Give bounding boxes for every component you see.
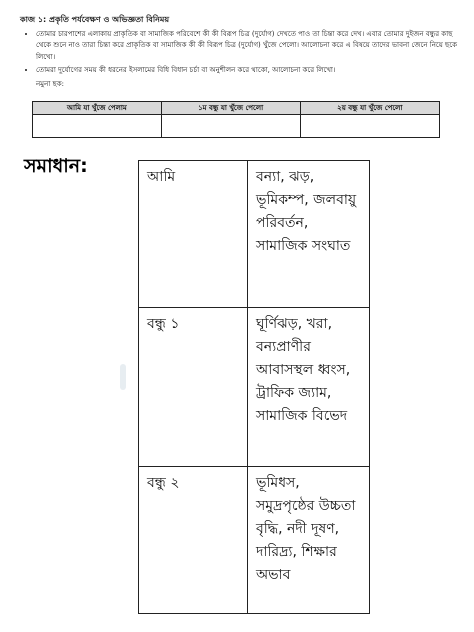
task-section xyxy=(20,14,460,90)
sample-header-me: আমি যা খুঁজে পেলাম xyxy=(33,102,162,115)
sample-table-label: নমুনা ছক: xyxy=(36,79,64,88)
sample-cell xyxy=(161,115,300,138)
row-person: আমি xyxy=(139,161,248,308)
table-row xyxy=(139,467,370,614)
faint-mark xyxy=(120,364,126,390)
row-items: ঘূর্ণিঝড়, খরা, বন্যপ্রাণীর আবাসস্থল ধ্বংস, ট্রাফিক জ্যাম, সামাজিক বিভেদ xyxy=(248,308,370,467)
task-bullet: • তোমরা দুর্যোগের সময় কী ধরনের ইসলামের বিধি বিধান চর্চা বা অনুশীলন করে থাকো, আলোচনা করে লিখো। xyxy=(36,65,460,77)
sample-cell xyxy=(300,115,439,138)
table-row xyxy=(139,308,370,467)
task-bullet: • তোমার চারপাশের এলাকায় প্রাকৃতিক বা সামাজিক পরিবেশে কী কী বিরূপ চিত্র (দুর্যোগ) দেখতে পাও তা চিন্তা করে দেখ। এবার তোমার দুইজন বন্ধুর কাছ থেকে শুনে নাও তারা চিন্তা করে প্রাকৃতিক বা সামাজিক কী কী বিরূপ চিত্র (দুর্যোগ) খুঁজে পেলো। আলোচনা করে এ বিষয়ে তাদের ভাবনা জেনে নিয়ে ছকে লিখো। xyxy=(36,29,460,64)
row-person: বন্ধু ১ xyxy=(139,308,248,467)
row-person: বন্ধু ২ xyxy=(139,467,248,614)
row-items: ভূমিধস, সমুদ্রপৃষ্ঠের উচ্চতা বৃদ্ধি, নদী দূষণ, দারিদ্র্য, শিক্ষার অভাব xyxy=(248,467,370,614)
table-row xyxy=(139,161,370,308)
sample-header-friend1: ১ম বন্ধু যা খুঁজে পেলো xyxy=(161,102,300,115)
answer-table xyxy=(138,160,370,614)
sample-table xyxy=(32,101,440,138)
row-items: বন্যা, ঝড়, ভূমিকম্প, জলবায়ু পরিবর্তন, সামাজিক সংঘাত xyxy=(248,161,370,308)
solution-label: সমাধান: xyxy=(24,155,88,177)
task-bullets xyxy=(20,29,460,77)
task-title: কাজ ১: প্রকৃতি পর্যবেক্ষণ ও অভিজ্ঞতা বিনিময় xyxy=(20,15,170,24)
sample-header-friend2: ২য় বন্ধু যা খুঁজে পেলো xyxy=(300,102,439,115)
sample-cell xyxy=(33,115,162,138)
